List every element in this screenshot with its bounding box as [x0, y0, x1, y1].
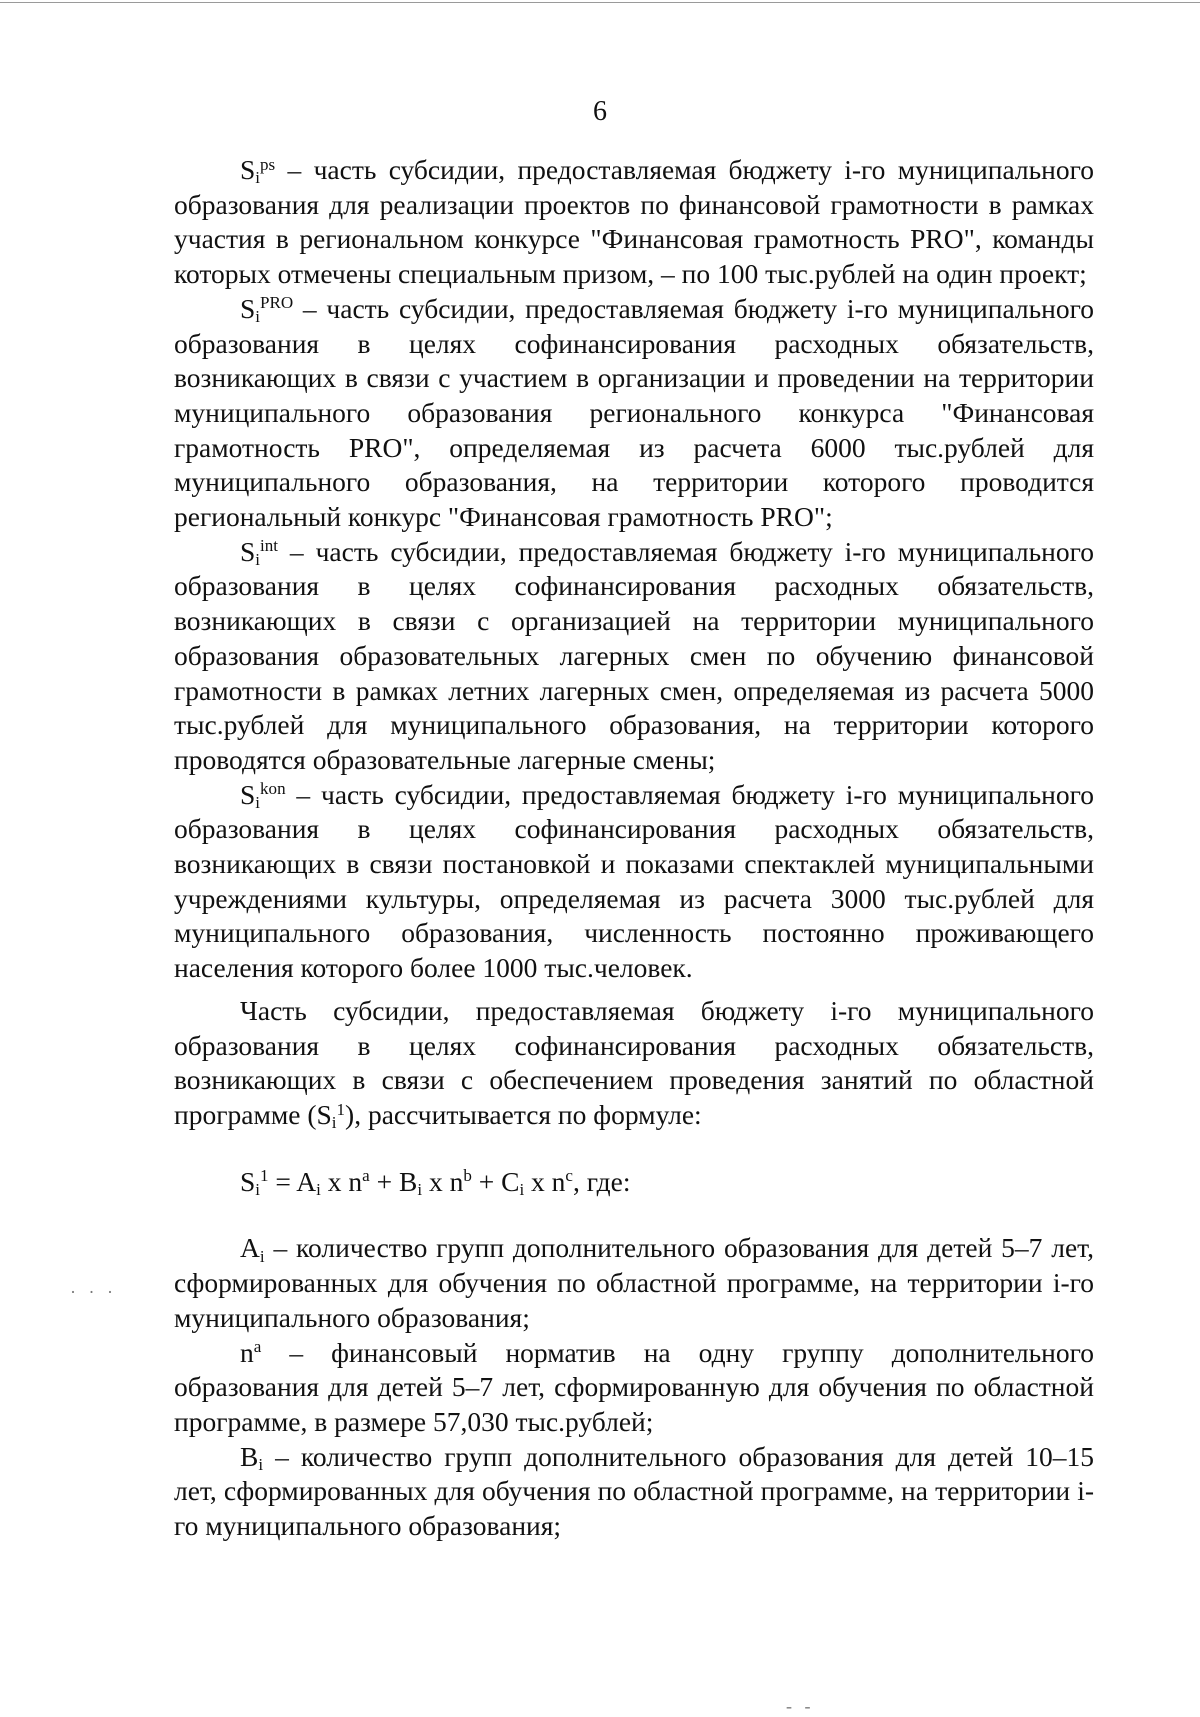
- formula-subscript: i: [255, 1179, 261, 1199]
- symbol-superscript: 1: [336, 1099, 346, 1119]
- symbol-subscript: i: [255, 792, 261, 812]
- symbol: n: [240, 1336, 254, 1368]
- paragraph-text: – часть субсидии, предоставляемая бюджету i-го муниципального образования в целях софинансирования расходных обязательств, возникающих в связи с организацией на территории муниципального образования образовательных лагерных смен по обучению финансовой грамотности в рамках летних лагерных смен, определяемая из расчета 5000 тыс.рублей для муниципального образования, на территории которого проводятся образовательные лагерные смены;: [174, 535, 1094, 775]
- page-number: 6: [593, 96, 607, 127]
- paragraph-text: – часть субсидии, предоставляемая бюджету i-го муниципального образования для реализации проектов по финансовой грамотности в рамках участия в региональном конкурсе "Финансовая грамотность PRO", команды которых отмечены специальным призом, – по 100 тыс.рублей на один проект;: [174, 154, 1094, 290]
- formula-symbol: A: [296, 1165, 317, 1197]
- symbol: S: [240, 778, 256, 810]
- formula-symbol: C: [501, 1165, 520, 1197]
- formula-operator: x n: [524, 1165, 566, 1197]
- symbol-superscript: PRO: [260, 293, 294, 313]
- symbol: S: [240, 154, 256, 185]
- formula: [174, 1165, 1094, 1200]
- symbol-subscript: i: [255, 168, 261, 188]
- formula-superscript: c: [565, 1166, 573, 1186]
- paragraph-s-ps: [174, 153, 1094, 292]
- formula-operator: +: [369, 1165, 399, 1197]
- formula-superscript: 1: [260, 1166, 269, 1186]
- symbol-subscript: i: [331, 1113, 337, 1133]
- formula-subscript: i: [316, 1179, 321, 1199]
- formula-operator: x n: [422, 1165, 464, 1197]
- paragraph-text: – финансовый норматив на одну группу дополнительного образования для детей 5–7 лет, сформированную для обучения по областной программе, в размере 57,030 тыс.рублей;: [174, 1336, 1094, 1437]
- formula-subscript: i: [417, 1179, 423, 1199]
- formula-symbol: B: [398, 1165, 418, 1197]
- document-body: [174, 153, 1094, 1544]
- formula-tail: , где:: [572, 1165, 631, 1197]
- formula-symbol: S: [240, 1165, 256, 1197]
- paragraph-text: – количество групп дополнительного образования для детей 5–7 лет, сформированных для обучения по областной программе, на территории i-го муниципального образования;: [174, 1232, 1094, 1333]
- symbol-subscript: i: [255, 549, 261, 569]
- symbol-subscript: i: [259, 1246, 265, 1266]
- paragraph-s-int: [174, 535, 1094, 778]
- formula-superscript: a: [362, 1166, 370, 1186]
- symbol: S: [240, 292, 256, 324]
- symbol-subscript: i: [258, 1454, 264, 1474]
- page-top-border: [0, 2, 1200, 3]
- symbol: S: [316, 1098, 332, 1130]
- scan-artifact: · · ·: [70, 1282, 117, 1302]
- symbol: S: [240, 535, 256, 567]
- paragraph-text: – часть субсидии, предоставляемая бюджету i-го муниципального образования в целях софинансирования расходных обязательств, возникающих в связи постановкой и показами спектаклей муниципальными учреждениями культуры, определяемая из расчета 3000 тыс.рублей для муниципального образования, численность постоянно проживающего населения которого более 1000 тыс.человек.: [174, 778, 1094, 984]
- symbol: A: [240, 1232, 260, 1264]
- formula-operator: =: [268, 1165, 297, 1197]
- formula-operator: +: [471, 1165, 502, 1197]
- paragraph-s-kon: [174, 778, 1094, 986]
- symbol-superscript: ps: [260, 154, 276, 174]
- formula-superscript: b: [463, 1166, 472, 1186]
- paragraph-text: ), рассчитывается по формуле:: [345, 1098, 702, 1130]
- paragraph-a-i: [174, 1231, 1094, 1335]
- paragraph-n-a: [174, 1336, 1094, 1440]
- formula-operator: x n: [320, 1165, 363, 1197]
- scan-artifact: - -: [786, 1696, 815, 1716]
- formula-subscript: i: [519, 1179, 525, 1199]
- paragraph-text: Часть субсидии, предоставляемая бюджету i-го муниципального образования в целях софинансирования расходных обязательств, возникающих в связи с обеспечением проведения занятий по областной программе (: [174, 994, 1094, 1130]
- paragraph-text: – количество групп дополнительного образования для детей 10–15 лет, сформированных для обучения по областной программе, на территории i-го муниципального образования;: [174, 1440, 1094, 1542]
- symbol-superscript: a: [253, 1337, 262, 1357]
- symbol-superscript: kon: [260, 779, 286, 799]
- paragraph-text: – часть субсидии, предоставляемая бюджету i-го муниципального образования в целях софинансирования расходных обязательств, возникающих в связи с участием в организации и проведении на территории муниципального образования регионального конкурса "Финансовая грамотность PRO", определяемая из расчета 6000 тыс.рублей для муниципального образования, на территории которого проводится региональный конкурс "Финансовая грамотность PRO";: [174, 292, 1094, 533]
- symbol: B: [240, 1440, 259, 1472]
- paragraph-s-pro: [174, 292, 1094, 535]
- paragraph-formula-intro: [174, 994, 1094, 1133]
- symbol-subscript: i: [255, 307, 261, 327]
- symbol-superscript: int: [260, 536, 279, 556]
- paragraph-b-i: [174, 1440, 1094, 1544]
